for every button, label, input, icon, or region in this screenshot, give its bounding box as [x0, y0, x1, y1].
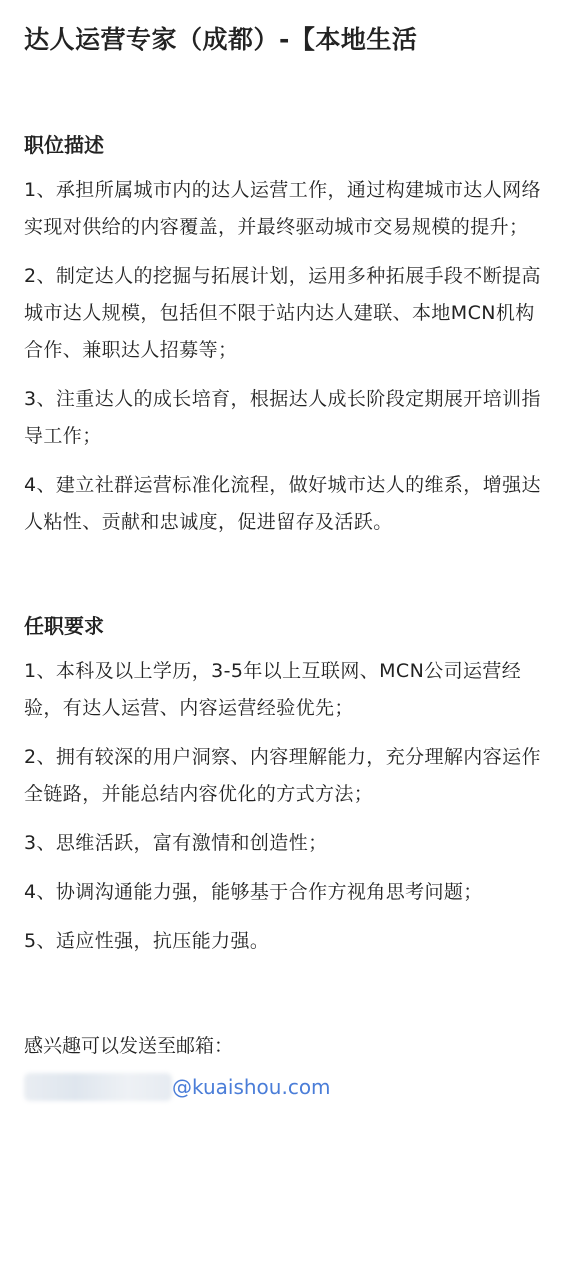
- requirement-item-4: 4、协调沟通能力强，能够基于合作方视角思考问题；: [24, 881, 483, 903]
- requirement-item-2: 2、拥有较深的用户洞察、内容理解能力，充分理解内容运作全链路，并能总结内容优化的方式方法；: [24, 746, 541, 805]
- contact-section: [24, 1028, 546, 1107]
- requirement-item-3: 3、思维活跃，富有激情和创造性；: [24, 832, 328, 854]
- job-description-section: [24, 130, 546, 541]
- description-heading: 职位描述: [24, 133, 104, 157]
- requirements-heading: 任职要求: [24, 614, 104, 638]
- job-requirements-section: [24, 611, 546, 960]
- description-item-4: 4、建立社群运营标准化流程，做好城市达人的维系，增强达人粘性、贡献和忠诚度，促进留存及活跃。: [24, 474, 541, 533]
- description-list: [24, 172, 546, 541]
- description-item-3: 3、注重达人的成长培育，根据达人成长阶段定期展开培训指导工作；: [24, 388, 541, 447]
- requirements-list: [24, 653, 546, 960]
- requirement-item-1: 1、本科及以上学历，3-5年以上互联网、MCN公司运营经验，有达人运营、内容运营经验优先；: [24, 660, 522, 719]
- email-link[interactable]: @kuaishou.com: [172, 1075, 331, 1099]
- description-item-1: 1、承担所属城市内的达人运营工作，通过构建城市达人网络实现对供给的内容覆盖，并最终驱动城市交易规模的提升；: [24, 179, 541, 238]
- requirement-item-5: 5、适应性强，抗压能力强。: [24, 930, 270, 952]
- job-title: 达人运营专家（成都）-【本地生活: [24, 25, 418, 54]
- contact-label: 感兴趣可以发送至邮箱：: [24, 1035, 234, 1057]
- email-row: [24, 1067, 546, 1107]
- description-item-2: 2、制定达人的挖掘与拓展计划，运用多种拓展手段不断提高城市达人规模，包括但不限于站内达人建联、本地MCN机构合作、兼职达人招募等；: [24, 265, 541, 361]
- email-username-blurred: [24, 1073, 172, 1101]
